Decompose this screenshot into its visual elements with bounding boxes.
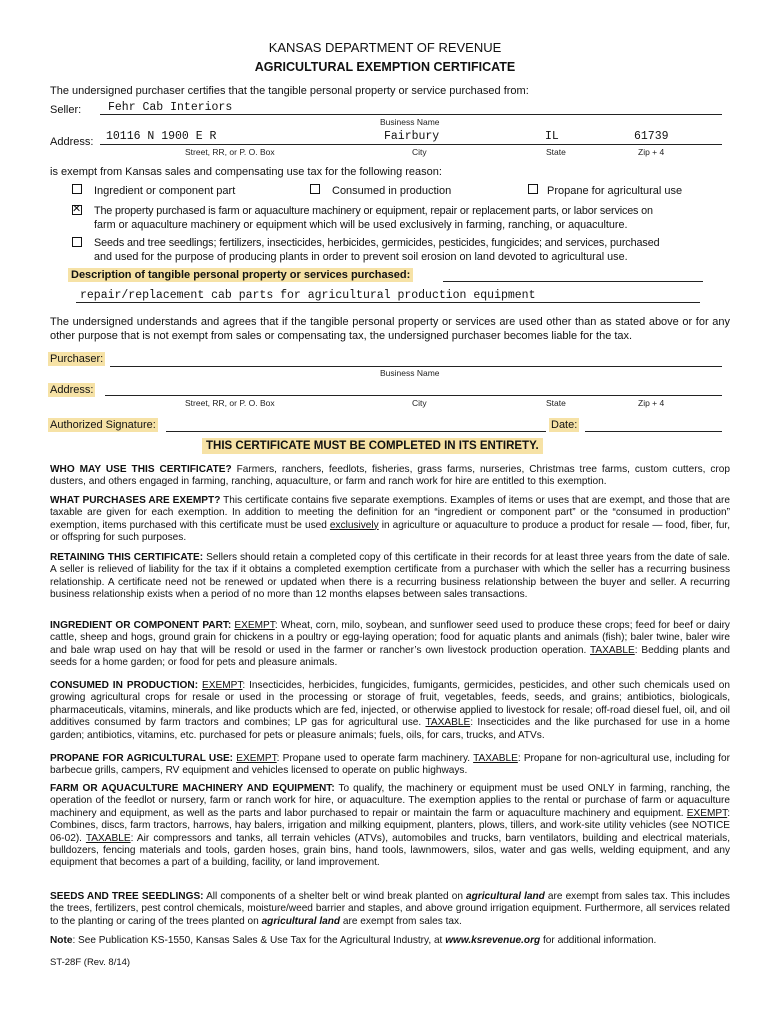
form-number: ST-28F (Rev. 8/14) (50, 957, 131, 968)
seller-name-caption: Business Name (380, 117, 440, 127)
propane-checkbox[interactable] (528, 184, 538, 194)
seeds-text-a: All components of a shelter belt or wind break planted on (206, 891, 463, 902)
who-section (50, 464, 730, 489)
what-heading: WHAT PURCHASES ARE EXEMPT? (50, 495, 221, 506)
certificate-title: AGRICULTURAL EXEMPTION CERTIFICATE (254, 60, 516, 74)
ingredient-taxable-text: : Bedding plants and seeds for a home garden; or food for pets and pleasure animals. (50, 644, 730, 669)
seller-city-field[interactable]: Fairbury (384, 130, 440, 143)
note-text-a: : See Publication KS-1550, Kansas Sales & Use Tax for the Agricultural Industry, at (72, 935, 443, 946)
farm-exempt-word: EXEMPT (686, 807, 728, 819)
farm-heading: FARM OR AQUACULTURE MACHINERY AND EQUIPMENT: (50, 783, 335, 794)
who-heading: WHO MAY USE THIS CERTIFICATE? (50, 464, 232, 475)
propane-heading: PROPANE FOR AGRICULTURAL USE: (50, 753, 234, 764)
signature-label: Authorized Signature: (50, 419, 156, 431)
exempt-reason-line: is exempt from Kansas sales and compensating use tax for the following reason: (50, 166, 442, 178)
department-title: KANSAS DEPARTMENT OF REVENUE (268, 40, 502, 55)
ingredient-exempt-text: : Wheat, corn, milo, soybean, and sunflower seed used to produce these crops; feed for beef or dairy cattle, sheep and hogs, ground grain for chickens in a poultry or egg-laying operation; food for aquatic plants and animals (fish); baler twine, baler wire and bale wrap used on hay that will be resold or used in the farmer or rancher’s own livestock production operation. (50, 620, 730, 656)
seller-address-label: Address: (50, 136, 94, 148)
seeds-ag-land-1: agricultural land (466, 891, 545, 902)
completion-banner: THIS CERTIFICATE MUST BE COMPLETED IN ITS ENTIRETY. (202, 438, 543, 454)
purchaser-name-caption: Business Name (380, 368, 440, 378)
intro-text: The undersigned purchaser certifies that the tangible personal property or service purchased from: (50, 85, 529, 97)
date-label: Date: (551, 419, 578, 431)
ingredient-exempt-word: EXEMPT (234, 620, 275, 631)
purchaser-zip-caption: Zip + 4 (638, 398, 665, 408)
consumed-exempt-word: EXEMPT (202, 680, 243, 691)
purchaser-address-label: Address: (50, 384, 94, 396)
seeds-label-2: and used for the purpose of producing plants in order to prevent soil erosion on land devoted to agricultural use. (94, 251, 628, 263)
understands-text: The undersigned understands and agrees that if the tangible personal property or services are used other than as stated above or for any other purpose that is not exempt from sales or compensating tax, the undersigned purchaser becomes liable for the tax. (50, 316, 730, 342)
retain-section (50, 552, 730, 602)
seeds-ag-land-2: agricultural land (261, 915, 341, 927)
consumed-heading: CONSUMED IN PRODUCTION: (50, 680, 199, 691)
description-line-1 (443, 281, 703, 282)
purchaser-city-caption: City (412, 398, 427, 408)
propane-section (50, 753, 730, 778)
farm-text: To qualify, the machinery or equipment must be used ONLY in farming, ranching, the operation of the feedlot or nursery, farm or ranch work for hire, or aquaculture. The exemption applies to the rental or purchase of farm or aquaculture machinery and equipment, as well as the parts and labor purchased to repair or maintain the farm or aquaculture machinery and equipment. (50, 783, 731, 819)
ingredient-label: Ingredient or component part (94, 185, 236, 197)
purchaser-address-line[interactable] (105, 395, 722, 396)
ingredient-checkbox[interactable] (72, 184, 82, 194)
seller-name-field[interactable]: Fehr Cab Interiors (108, 101, 233, 114)
consumed-taxable-text: : Insecticides and the like purchased for use in a home garden; antibiotics, vitamins, etc. purchased for pets or pleasure animals; fuels, oils, for cars, trucks, and ATVs. (50, 717, 731, 741)
note-text-b: for additional information. (543, 935, 657, 946)
note-heading: Note (50, 935, 73, 946)
seller-name-line (100, 114, 722, 115)
purchaser-label: Purchaser: (50, 353, 104, 365)
who-text: Farmers, ranchers, feedlots, fisheries, grass farms, nurseries, Christmas tree farms, custom cutters, crop dusters, and others engaged in farming, ranching, aquaculture, or farm and ranch work for hire are entitled to this exemption. (50, 464, 731, 488)
propane-taxable-text: : Propane for non-agricultural use, including for barbecue grills, campers, RV equipment and vehicles licensed to operate on public highways. (50, 753, 730, 777)
ingredient-heading: INGREDIENT OR COMPONENT PART: (50, 620, 232, 631)
purchaser-street-caption: Street, RR, or P. O. Box (185, 398, 275, 408)
farm-taxable-text: : Air compressors and tanks, all terrain vehicles (ATVs), automobiles and trucks, barn ventilators, building and electrical materials, bulldozers, fencing materials and tools, garden hoses, grain bins, hand tools, lawnmowers, silos, water and gas wells, welding equipment, and any equipment that becomes a part of a building, facility, or land improvement. (50, 832, 730, 869)
what-exclusively: exclusively (329, 519, 379, 531)
note-url[interactable]: www.ksrevenue.org (445, 935, 541, 946)
seeds-label-1: Seeds and tree seedlings; fertilizers, insecticides, herbicides, germicides, pesticides, fungicides; and services, purchased (94, 237, 660, 249)
ingredient-taxable-word: TAXABLE (590, 644, 635, 656)
farm-taxable-word: TAXABLE (85, 832, 131, 844)
ingredient-section (50, 620, 730, 670)
seller-state-field[interactable]: IL (545, 130, 559, 143)
farm-exempt-text: : Combines, discs, farm tractors, harrows, hay balers, irrigation and milking equipment, planters, plows, tillers, and work-site utility vehicles (see NOTICE 06-02). (50, 807, 730, 844)
seller-address-line (100, 144, 722, 145)
consumed-checkbox[interactable] (310, 184, 320, 194)
what-section (50, 495, 730, 545)
seller-zip-field[interactable]: 61739 (634, 130, 669, 143)
consumed-exempt-text: : Insecticides, herbicides, fungicides, fumigants, germicides, pesticides, and other such chemicals used on growing agricultural crops for resale or used in the processing or storage of fruit, vegetables, feeds, seeds, and grains; antibiotics, biologicals, pharmaceuticals, vitamins, minerals, and like products which are fed, injected, or otherwise applied to livestock for resale; off-road diesel fuel, oil, and oil additives consumed by farm tractors and combines; LP gas for agricultural use. (50, 680, 730, 729)
seeds-heading: SEEDS AND TREE SEEDLINGS: (50, 891, 204, 902)
description-label: Description of tangible personal property or services purchased: (68, 268, 413, 282)
seeds-section (50, 891, 730, 928)
seeds-checkbox[interactable] (72, 237, 82, 247)
consumed-label: Consumed in production (332, 185, 452, 197)
retain-text: Sellers should retain a completed copy of this certificate in their records for at least three years from the date of sale. A seller is relieved of liability for the tax if it obtains a completed exemption certificate from a purchaser with which the seller has a recurring business relationship. A certificate need not be renewed or updated when there is a recurring business relationship between the buyer and seller. A recurring business relationship exists when a period of no more than 12 months elapses between sales transactions. (50, 552, 730, 601)
consumed-section (50, 680, 730, 742)
description-field[interactable]: repair/replacement cab parts for agricultural production equipment (80, 289, 536, 302)
propane-exempt-word: EXEMPT (236, 753, 277, 764)
seller-street-caption: Street, RR, or P. O. Box (185, 147, 275, 157)
consumed-taxable-word: TAXABLE (425, 717, 471, 729)
signature-line[interactable] (166, 431, 546, 432)
retain-heading: RETAINING THIS CERTIFICATE: (50, 552, 204, 563)
what-text-b: in agriculture or aquaculture to produce a product for resale — food, fiber, fur, or offspring for such purposes. (50, 519, 730, 544)
seller-label: Seller: (50, 104, 82, 116)
what-text-a: This certificate contains five separate exemptions. Examples of items or uses that are exempt, and those that are taxable are given for each exemption. In addition to meeting the definition for an “ingredient or component part” or the “consumed in production” exemption, items purchased with this certificate must be used (50, 495, 730, 531)
seeds-text-b: are exempt from sales tax. This includes the trees, fertilizers, pest control chemicals, moisture/weed barrier and staples, and above ground irrigation equipment. Furthermore, all services related to the planting or caring of the trees planted on (50, 891, 730, 927)
seller-state-caption: State (546, 147, 566, 157)
date-line[interactable] (585, 431, 722, 432)
machinery-checkbox[interactable] (72, 205, 82, 215)
propane-exempt-text: : Propane used to operate farm machinery. (276, 753, 471, 764)
purchaser-state-caption: State (546, 398, 566, 408)
propane-label: Propane for agricultural use (547, 185, 683, 197)
propane-taxable-word: TAXABLE (473, 753, 518, 764)
seeds-text-c: are exempt from sales tax. (342, 915, 462, 927)
machinery-label-2: farm or aquaculture machinery or equipment which will be used exclusively in farming, ranching, or aquaculture. (94, 219, 628, 231)
seller-street-field[interactable]: 10116 N 1900 E R (106, 130, 217, 143)
farm-section (50, 783, 730, 870)
machinery-label-1: The property purchased is farm or aquaculture machinery or equipment, repair or replacement parts, or labor services on (94, 205, 653, 217)
note-section (50, 935, 730, 947)
description-line-2 (76, 302, 700, 303)
purchaser-name-line[interactable] (110, 366, 722, 367)
seller-zip-caption: Zip + 4 (638, 147, 665, 157)
seller-city-caption: City (412, 147, 427, 157)
